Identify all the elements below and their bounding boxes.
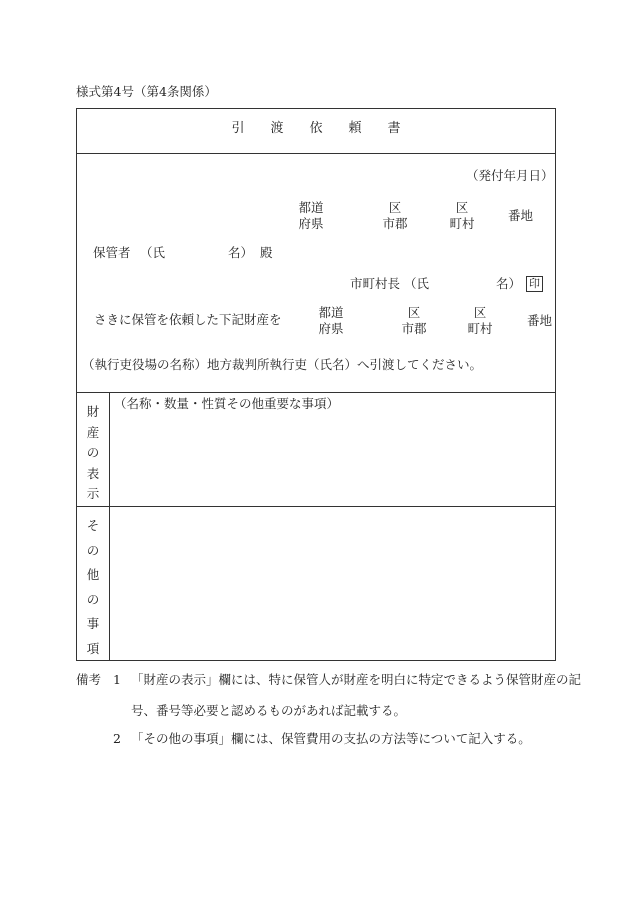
seal-icon: 印	[526, 276, 543, 292]
other-input-area[interactable]	[110, 507, 555, 660]
address1-city: 区 市郡	[382, 200, 408, 231]
property-input-area[interactable]	[110, 414, 555, 505]
custodian-label: 保管者	[93, 245, 131, 260]
custodian-honorific: 殿	[260, 245, 273, 260]
property-note: （名称・数量・性質その他重要な事項）	[114, 396, 340, 411]
mayor-label: 市町村長	[350, 276, 401, 291]
mayor-name-open: （氏	[404, 276, 430, 291]
remark-1-line1: 「財産の表示」欄には、特に保管人が財産を明白に特定できるよう保管財産の記	[131, 672, 582, 687]
address1-town: 区 町村	[449, 200, 475, 231]
remarks-label: 備考	[76, 672, 102, 687]
custodian-name-open: （氏	[140, 245, 166, 260]
form-number: 様式第4号（第4条関係）	[76, 84, 217, 99]
request-text: さきに保管を依頼した下記財産を	[94, 312, 282, 327]
remark-1-number: 1	[113, 672, 121, 687]
issue-date: （発付年月日）	[466, 168, 554, 183]
document-title: 引 渡 依 頼 書	[231, 121, 401, 136]
seal-mark	[526, 275, 543, 292]
property-section-label: 財 産 の 表 示	[86, 404, 100, 501]
handover-line: （執行吏役場の名称）地方裁判所執行吏（氏名）へ引渡してください。	[82, 357, 483, 372]
other-section-label: そ の 他 の 事 項	[86, 518, 100, 656]
property-top-divider	[76, 392, 556, 393]
request-city: 区 市郡	[401, 305, 427, 336]
mayor-name-close: 名）	[496, 276, 522, 291]
title-divider	[76, 153, 556, 154]
custodian-name-close: 名）	[228, 245, 254, 260]
request-banchi: 番地	[527, 313, 553, 328]
address1-prefecture: 都道 府県	[298, 200, 324, 231]
remark-2-number: 2	[113, 731, 121, 746]
remark-1-line2: 号、番号等必要と認めるものがあれば記載する。	[131, 703, 407, 718]
address1-banchi: 番地	[508, 208, 534, 223]
request-town: 区 町村	[467, 305, 493, 336]
request-prefecture: 都道 府県	[318, 305, 344, 336]
remark-2-line1: 「その他の事項」欄には、保管費用の支払の方法等について記入する。	[131, 731, 531, 746]
